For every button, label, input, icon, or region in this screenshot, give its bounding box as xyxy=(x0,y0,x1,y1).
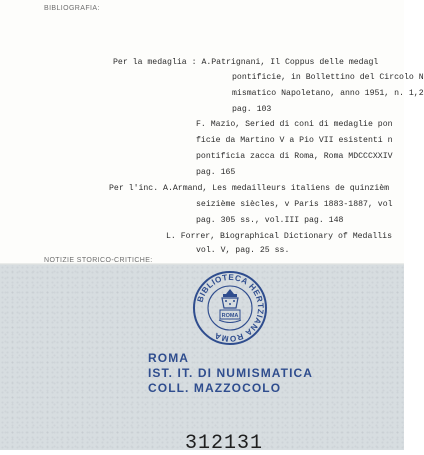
seal-ring-text: BIBLIOTECA HERTZIANA ROMA xyxy=(195,272,266,344)
bibliography-line: pag. 165 xyxy=(196,168,236,177)
bibliography-line: L. Forrer, Biographical Dictionary of Medallis xyxy=(166,232,393,241)
bibliography-label: BIBLIOGRAFIA: xyxy=(44,5,100,12)
stamp-city: ROMA xyxy=(148,351,190,365)
bibliography-line: mismatico Napoletano, anno 1951, n. 1,2 xyxy=(232,89,424,98)
bibliography-line: vol. V, pag. 25 ss. xyxy=(196,246,290,255)
bibliography-line: pontificie, in Bollettino del Circolo N xyxy=(232,73,424,82)
bibliography-line: Per l'inc. A.Armand, Les medailleurs italiens de quinzièm xyxy=(109,184,390,193)
bibliography-line: F. Mazio, Seried di coni di medaglie pon xyxy=(196,120,393,129)
notes-label: NOTIZIE STORICO-CRITICHE: xyxy=(44,257,153,264)
bibliography-line: Per la medaglia : A.Patrignani, Il Coppus delle medagl xyxy=(113,58,379,67)
stamp-institute: IST. IT. DI NUMISMATICA xyxy=(148,366,314,380)
seal-center-text: ROMA xyxy=(221,313,239,319)
stamp-collection: COLL. MAZZOCOLO xyxy=(148,381,282,395)
bibliography-line: pag. 103 xyxy=(232,105,272,114)
bibliography-line: ficie da Martino V a Pio VII esistenti n xyxy=(196,136,393,145)
library-seal-icon xyxy=(192,270,268,346)
bibliography-line: seizième siècles, v Paris 1883-1887, vol xyxy=(196,200,393,209)
inventory-number: 312131 xyxy=(185,432,264,455)
bibliography-line: pontificia zacca di Roma, Roma MDCCCXXIV xyxy=(196,152,393,161)
collection-stamp xyxy=(148,351,313,396)
bibliography-line: pag. 305 ss., vol.III pag. 148 xyxy=(196,216,344,225)
